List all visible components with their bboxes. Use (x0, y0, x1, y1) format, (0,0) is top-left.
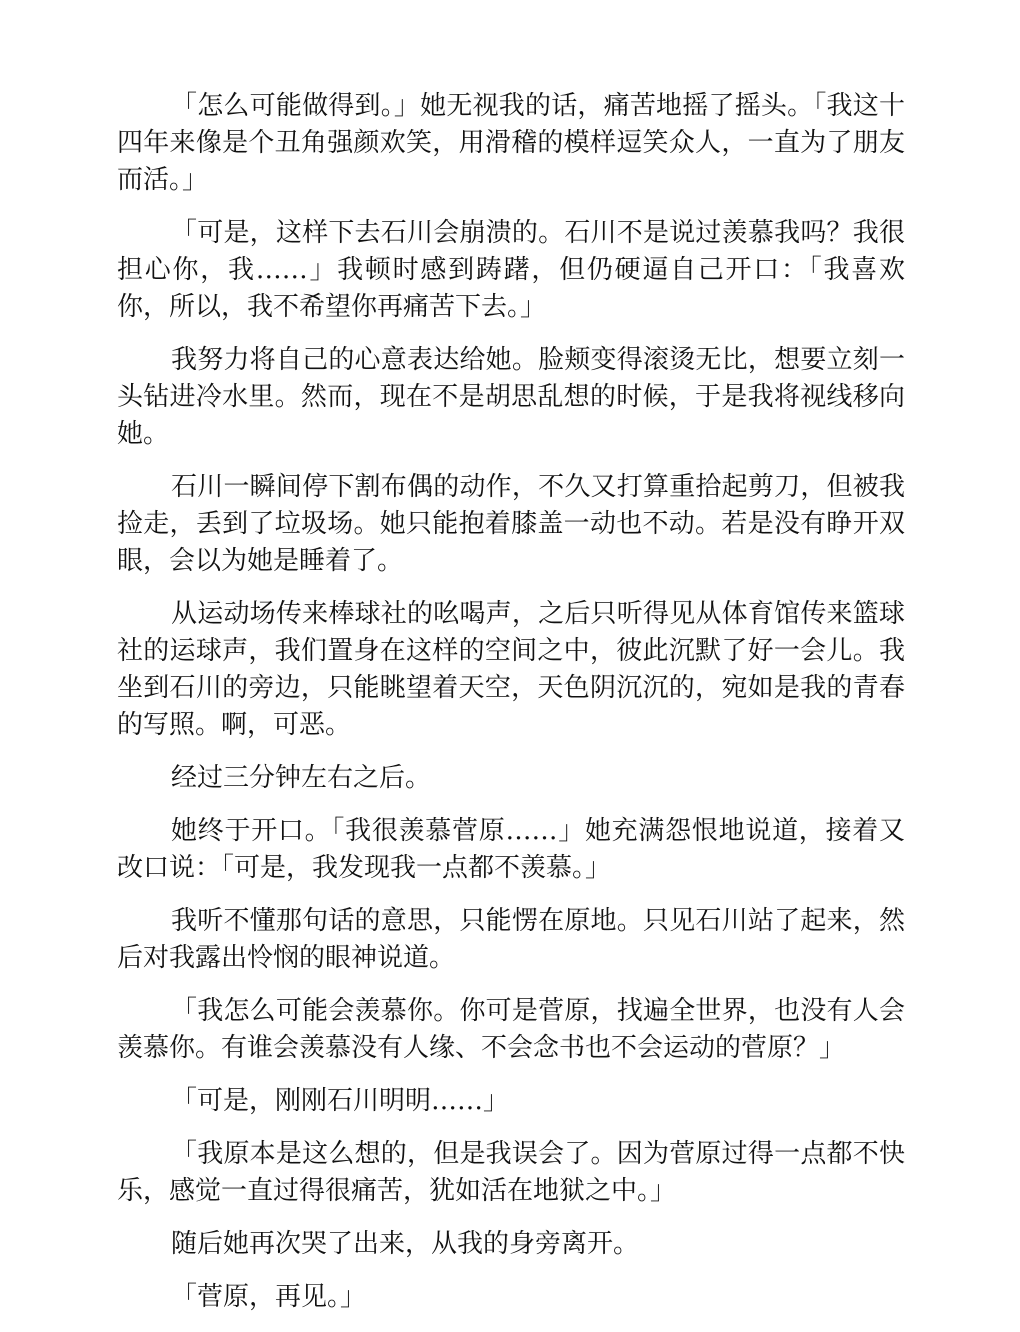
paragraph-7: 她终于开口。「我很羡慕菅原……」她充满怨恨地说道，接着又改口说：「可是，我发现我一点都不羡慕。」 (117, 816, 905, 883)
paragraph-10: 「可是，刚刚石川明明……」 (171, 1086, 510, 1116)
paragraph-9: 「我怎么可能会羡慕你。你可是菅原，找遍全世界，也没有人会羡慕你。有谁会羡慕没有人缘、不会念书也不会运动的菅原？」 (117, 996, 905, 1063)
paragraph-1: 「怎么可能做得到。」她无视我的话，痛苦地摇了摇头。「我这十四年来像是个丑角强颜欢笑，用滑稽的模样逗笑众人，一直为了朋友而活。」 (117, 91, 905, 195)
paragraph-11: 「我原本是这么想的，但是我误会了。因为菅原过得一点都不快乐，感觉一直过得很痛苦，犹如活在地狱之中。」 (117, 1139, 905, 1206)
paragraph-13: 「菅原，再见。」 (171, 1282, 367, 1312)
paragraph-2: 「可是，这样下去石川会崩溃的。石川不是说过羡慕我吗？我很担心你，我……」我顿时感到踌躇，但仍硬逼自己开口：「我喜欢你，所以，我不希望你再痛苦下去。」 (117, 218, 905, 322)
paragraph-6: 经过三分钟左右之后。 (171, 763, 432, 793)
paragraph-8: 我听不懂那句话的意思，只能愣在原地。只见石川站了起来，然后对我露出怜悯的眼神说道。 (117, 906, 905, 973)
paragraph-5: 从运动场传来棒球社的吆喝声，之后只听得见从体育馆传来篮球社的运球声，我们置身在这样的空间之中，彼此沉默了好一会儿。我坐到石川的旁边，只能眺望着天空，天色阴沉沉的，宛如是我的青春的写照。啊，可恶。 (117, 599, 905, 740)
document-page (117, 88, 905, 1332)
paragraph-12: 随后她再次哭了出来，从我的身旁离开。 (171, 1229, 640, 1259)
paragraph-4: 石川一瞬间停下割布偶的动作，不久又打算重拾起剪刀，但被我捡走，丢到了垃圾场。她只能抱着膝盖一动也不动。若是没有睁开双眼，会以为她是睡着了。 (117, 472, 905, 576)
paragraph-3: 我努力将自己的心意表达给她。脸颊变得滚烫无比，想要立刻一头钻进冷水里。然而，现在不是胡思乱想的时候，于是我将视线移向她。 (117, 345, 905, 449)
